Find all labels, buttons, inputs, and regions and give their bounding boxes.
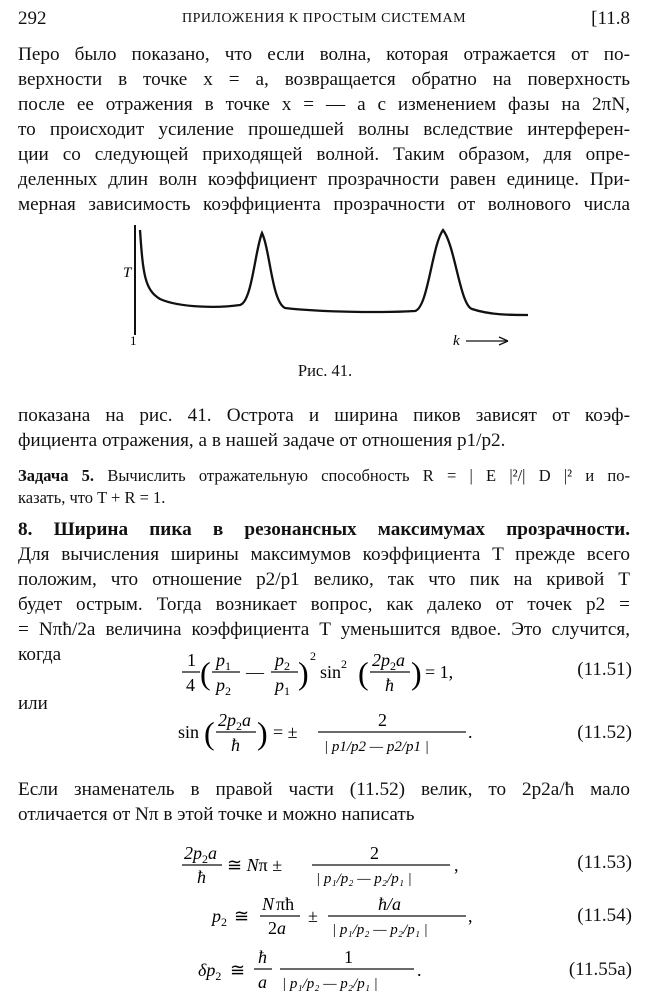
svg-text:1: 1 [344,947,353,967]
text-line: Перо было показано, что если волна, которая отражается от по- [18,44,630,65]
page-header [18,8,630,34]
text-line: верхности в точке x = a, возвращается обратно на поверхность [18,69,630,90]
y-axis-label: T [123,265,132,281]
problem-text-2: казать, что T + R = 1. [18,488,166,507]
svg-text:1: 1 [187,650,196,670]
svg-text:ħ: ħ [258,947,267,967]
equation-number: (11.54) [577,905,632,926]
svg-text:(: ( [204,715,215,751]
svg-text:,: , [468,906,473,926]
problem-label: Задача 5. [18,466,95,485]
text-line: Если знаменатель в правой части (11.52) велик, то 2p2a/ħ мало [18,779,630,800]
problem-5 [18,465,630,509]
eq-sin: sin [178,722,200,742]
svg-text:≅: ≅ [230,960,246,980]
equation-number: (11.51) [577,659,632,680]
transmission-figure [0,205,650,355]
equation-number: (11.52) [577,722,632,743]
page-number: 292 [18,8,47,29]
paragraph-3 [18,777,630,827]
equation-11-53 [180,842,470,890]
svg-text:2p2a: $2p_2a$ [184,843,217,866]
svg-text:,: , [454,855,459,875]
svg-text:): ) [411,655,422,691]
section-8 [18,517,630,667]
text-line: мерная зависимость коэффициента прозрачности от волнового числа [18,194,630,215]
problem-text-1: Вычислить отражательную способность R = | E |²/| D |² и по- [107,466,631,485]
svg-text:2p2a: $2p_2a$ [218,710,251,733]
svg-text:2: 2 [370,843,379,863]
svg-text:| p₁/p₂ — p₂/p₁ |: | p₁/p₂ — p₂/p₁ | [332,922,428,938]
equation-11-54 [210,893,480,941]
equation-11-51 [180,648,470,698]
equation-11-52 [178,708,478,758]
eq-den: | p1/p2 — p2/p1 | [324,739,429,755]
svg-text:p2: $p_2$ [216,675,231,698]
text-line: будет острым. Тогда возникает вопрос, как далеко от точек p2 = [18,594,630,615]
text-line: показана на рис. 41. Острота и ширина пиков зависят от коэф- [18,405,630,426]
svg-text:ħ: ħ [385,675,394,695]
equation-number: (11.55a) [568,959,632,980]
running-title: ПРИЛОЖЕНИЯ К ПРОСТЫМ СИСТЕМАМ [181,11,467,26]
svg-text:ħ/a: ħ/a [378,894,402,914]
svg-text:—: — [246,662,264,682]
eq-num: 2 [378,710,387,730]
svg-text:πħ: πħ [276,894,295,914]
svg-text:| p₁/p₂ — p₂/p₁ |: | p₁/p₂ — p₂/p₁ | [282,976,378,992]
origin-label: 1 [130,333,137,348]
svg-text:±: ± [308,906,318,926]
text-line: отличается от Nπ в этой точке и можно написать [18,804,415,825]
svg-text:sin2: $\sin^2$ [320,657,348,682]
transmission-curve [140,230,528,315]
svg-text:2a: 2a [268,918,286,938]
section-heading: 8. Ширина пика в резонансных максимумах прозрачности. [18,519,630,540]
svg-text:2: 2 [310,649,316,663]
eq-11-51-rhs: = 1, [425,662,454,682]
svg-text:a: a [258,972,267,992]
svg-text:.: . [417,960,422,980]
svg-text:δp2: $\delta p_2$ [198,960,222,983]
text-line: Для вычисления ширины максимумов коэффициента T прежде всего [18,544,630,565]
x-axis-label: k [453,333,460,349]
text-line: ции со следующей приходящей волной. Таким образом, для опре- [18,144,630,165]
svg-text:2p2a: $2p_2a$ [372,650,405,673]
equation-11-55a [196,946,436,996]
svg-text:): ) [298,655,309,691]
svg-text:(: ( [358,655,369,691]
svg-text:ħ: ħ [231,735,240,755]
equation-number: (11.53) [577,852,632,873]
svg-text:): ) [257,715,268,751]
svg-text:| p₁/p₂ — p₂/p₁ |: | p₁/p₂ — p₂/p₁ | [316,871,412,887]
text-line: положим, что отношение p2/p1 велико, так что пик на кривой T [18,569,630,590]
svg-text:.: . [468,722,473,742]
paragraph-2 [18,403,630,453]
eq-rhs: = ± [273,722,298,742]
svg-text:p1: $p_1$ [216,650,231,673]
svg-text:p2: $p_2$ [275,650,290,673]
svg-text:N: N [262,894,275,914]
text-line: когда [18,644,62,665]
figure-caption: Рис. 41. [297,361,353,380]
svg-text:4: 4 [186,675,195,695]
svg-text:≅: ≅ [234,906,250,926]
text-line: фициента отражения, а в нашей задаче от отношения p1/p2. [18,430,506,451]
svg-text:p2: $p_2$ [212,906,227,929]
text-line: то происходит усиление прошедшей волны вследствие интерферен- [18,119,630,140]
paragraph-1 [18,42,630,217]
svg-text:ħ: ħ [197,867,206,887]
text-line: = Nπħ/2a величина коэффициента T уменьшится вдвое. Это случится, [18,619,630,640]
svg-text:p1: $p_1$ [275,675,290,698]
word-or: или [18,693,48,714]
text-line: деленных длин волн коэффициент прозрачности равен единице. При- [18,169,630,190]
svg-text:≅ Nπ ±: ≅ Nπ ± [227,855,283,875]
text-line: после ее отражения в точке x = — a с изменением фазы на 2πN, [18,94,630,115]
section-number: [11.8 [591,8,630,29]
svg-text:(: ( [200,655,211,691]
